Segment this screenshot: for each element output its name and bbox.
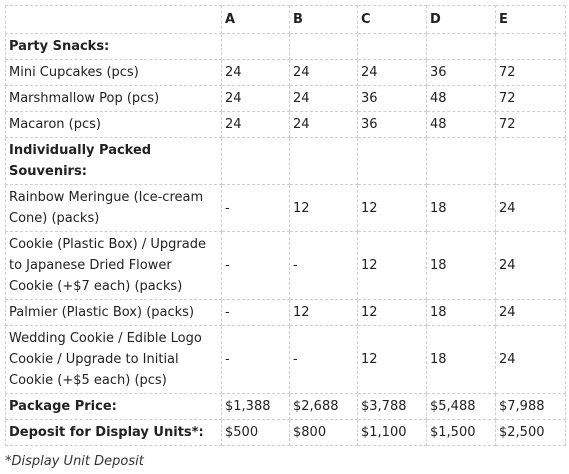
deposit-row xyxy=(6,420,566,446)
cell-value: 48 xyxy=(427,86,496,112)
cell-value: 72 xyxy=(496,112,566,138)
item-label: Mini Cupcakes (pcs) xyxy=(6,60,222,86)
cell-value: - xyxy=(222,326,290,394)
table-row xyxy=(6,300,566,326)
cell-value: 12 xyxy=(358,300,427,326)
item-label: Marshmallow Pop (pcs) xyxy=(6,86,222,112)
cell-value: - xyxy=(290,232,358,300)
cell-value: 24 xyxy=(290,86,358,112)
cell-value: 24 xyxy=(496,326,566,394)
cell-value: 12 xyxy=(358,232,427,300)
cell-value: 24 xyxy=(222,60,290,86)
cell-value: 18 xyxy=(427,326,496,394)
header-row xyxy=(6,6,566,34)
cell-value: 12 xyxy=(358,185,427,232)
price-value: $1,388 xyxy=(222,394,290,420)
column-header-a: A xyxy=(222,6,290,34)
item-label: Wedding Cookie / Edible Logo Cookie / Upgrade to Initial Cookie (+$5 each) (pcs) xyxy=(6,326,222,394)
cell-value: 72 xyxy=(496,60,566,86)
deposit-value: $2,500 xyxy=(496,420,566,446)
column-header-d: D xyxy=(427,6,496,34)
item-label: Rainbow Meringue (Ice-cream Cone) (packs) xyxy=(6,185,222,232)
cell-value: 36 xyxy=(358,112,427,138)
deposit-value: $500 xyxy=(222,420,290,446)
deposit-value: $1,500 xyxy=(427,420,496,446)
cell-value: 18 xyxy=(427,232,496,300)
deposit-value: $800 xyxy=(290,420,358,446)
cell-value: 24 xyxy=(222,86,290,112)
cell-value: - xyxy=(290,326,358,394)
cell-value: - xyxy=(222,185,290,232)
item-label: Macaron (pcs) xyxy=(6,112,222,138)
table-row xyxy=(6,112,566,138)
cell-value: 24 xyxy=(222,112,290,138)
cell-value: 48 xyxy=(427,112,496,138)
package-price-row xyxy=(6,394,566,420)
cell-value: 24 xyxy=(290,60,358,86)
footnote: *Display Unit Deposit xyxy=(5,454,144,469)
cell-value: 36 xyxy=(358,86,427,112)
package-price-label: Package Price: xyxy=(6,394,222,420)
cell-value: - xyxy=(222,232,290,300)
cell-value: 24 xyxy=(290,112,358,138)
item-label: Cookie (Plastic Box) / Upgrade to Japanese Dried Flower Cookie (+$7 each) (packs) xyxy=(6,232,222,300)
package-comparison-table xyxy=(5,5,566,446)
price-value: $2,688 xyxy=(290,394,358,420)
cell-value: 12 xyxy=(290,185,358,232)
cell-value: - xyxy=(222,300,290,326)
cell-value: 24 xyxy=(496,185,566,232)
cell-value: 12 xyxy=(290,300,358,326)
table-row xyxy=(6,60,566,86)
section-title-souvenirs: Individually Packed Souvenirs: xyxy=(6,138,222,185)
cell-value: 18 xyxy=(427,185,496,232)
section-title-party-snacks: Party Snacks: xyxy=(6,34,222,60)
table-row xyxy=(6,185,566,232)
cell-value: 18 xyxy=(427,300,496,326)
section-row-souvenirs xyxy=(6,138,566,185)
cell-value: 24 xyxy=(358,60,427,86)
cell-value: 24 xyxy=(496,300,566,326)
price-value: $5,488 xyxy=(427,394,496,420)
column-header-e: E xyxy=(496,6,566,34)
table-row xyxy=(6,86,566,112)
price-value: $3,788 xyxy=(358,394,427,420)
price-value: $7,988 xyxy=(496,394,566,420)
cell-value: 12 xyxy=(358,326,427,394)
cell-value: 72 xyxy=(496,86,566,112)
section-row-party-snacks xyxy=(6,34,566,60)
deposit-label: Deposit for Display Units*: xyxy=(6,420,222,446)
header-corner xyxy=(6,6,222,34)
deposit-value: $1,100 xyxy=(358,420,427,446)
column-header-c: C xyxy=(358,6,427,34)
column-header-b: B xyxy=(290,6,358,34)
cell-value: 36 xyxy=(427,60,496,86)
item-label: Palmier (Plastic Box) (packs) xyxy=(6,300,222,326)
table-row xyxy=(6,232,566,300)
table-row xyxy=(6,326,566,394)
cell-value: 24 xyxy=(496,232,566,300)
